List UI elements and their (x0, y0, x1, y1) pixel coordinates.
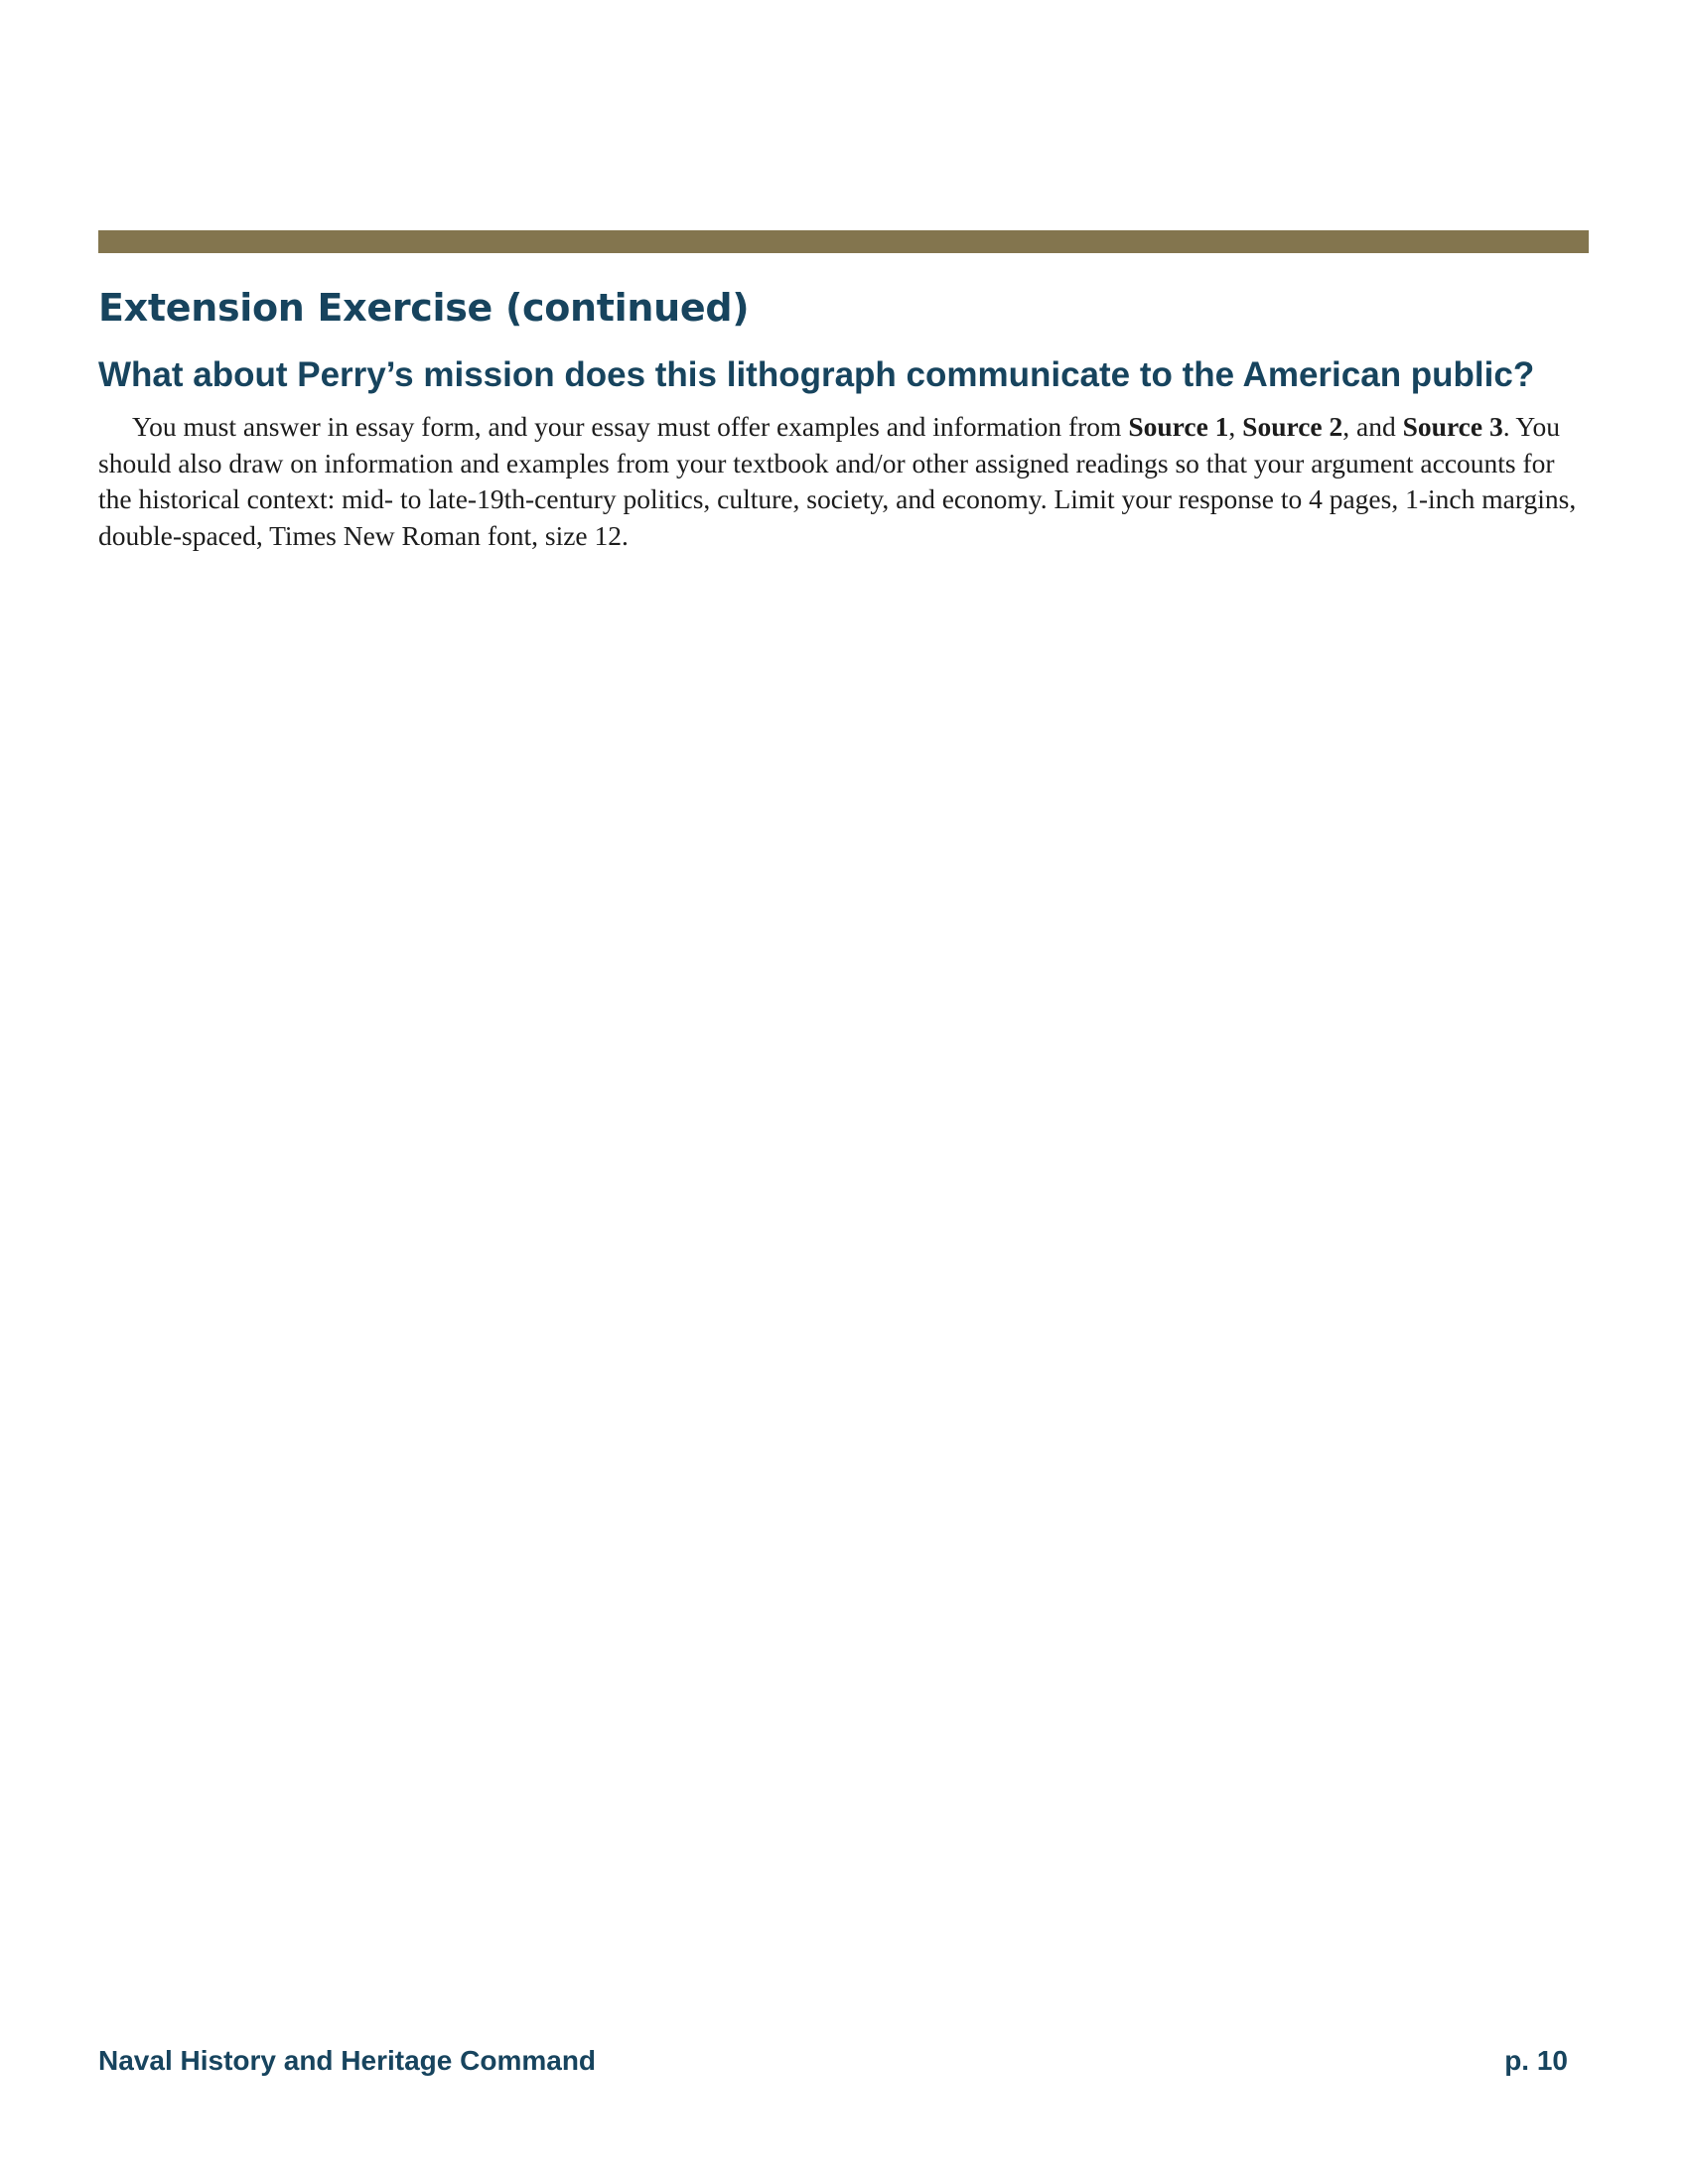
source-2-ref: Source 2 (1242, 411, 1343, 442)
header-rule-bar (98, 230, 1589, 253)
instructions-paragraph (98, 409, 1588, 554)
separator-2: , and (1342, 411, 1403, 442)
question-heading: What about Perry’s mission does this lithograph communicate to the American public? (98, 355, 1535, 394)
footer-page-number: p. 10 (1504, 2045, 1568, 2076)
footer-organization: Naval History and Heritage Command (98, 2045, 597, 2076)
source-3-ref: Source 3 (1402, 411, 1503, 442)
separator-1: , (1228, 411, 1243, 442)
section-title: Extension Exercise (continued) (98, 286, 750, 330)
instructions-text-part1: You must answer in essay form, and your essay must offer examples and information from (132, 411, 1129, 442)
source-1-ref: Source 1 (1128, 411, 1229, 442)
instructions-text-part2: . You should also draw on information and examples from your textbook and/or other assigned readings so that your argument accounts for the historical context: mid- to late-19th-century politics, culture, society, and economy. Limit your response to 4 pages, 1-inch margins, double-spaced, Times New Roman font, size 12. (98, 411, 1577, 551)
